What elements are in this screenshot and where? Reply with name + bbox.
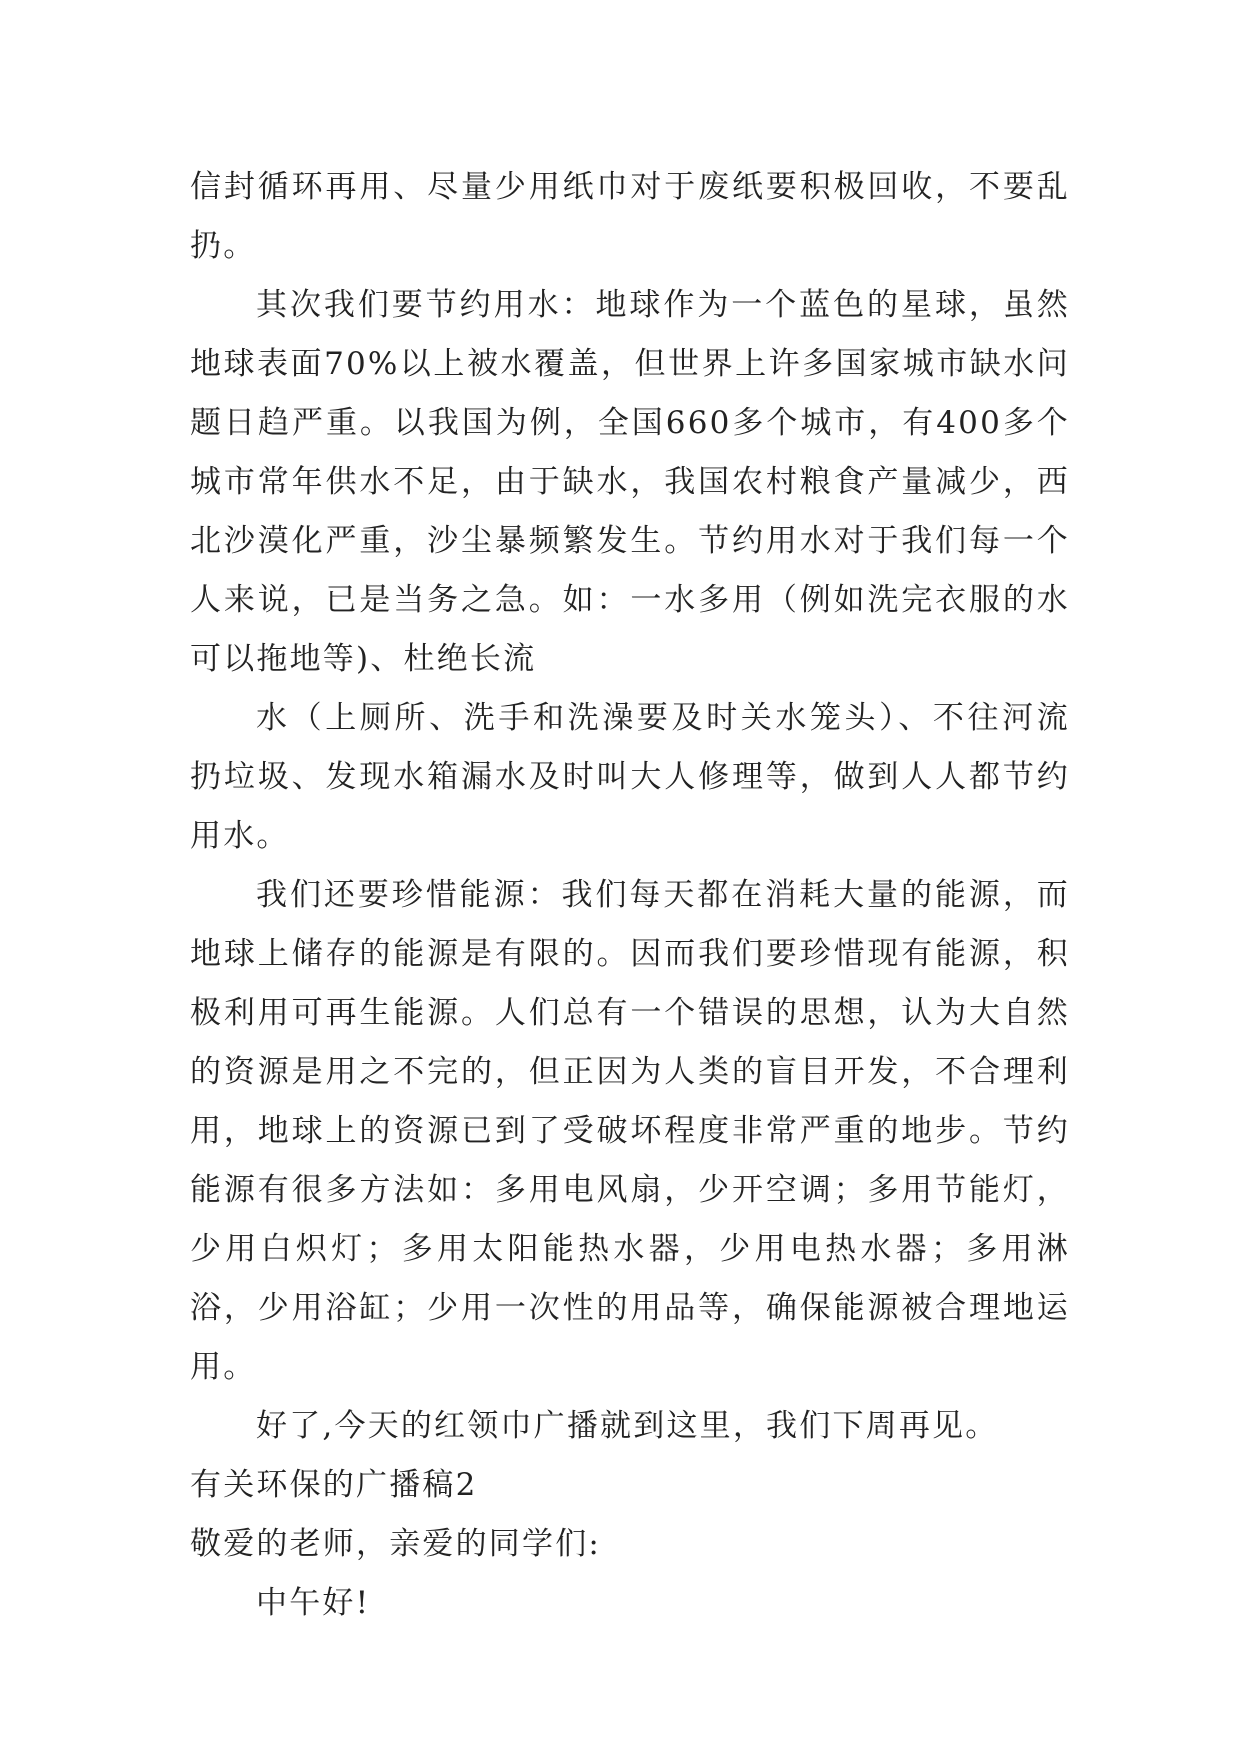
salutation: 敬爱的老师，亲爱的同学们: [190, 1526, 602, 1562]
document-body [190, 158, 1070, 1633]
paragraph-save-water-continued: 水（上厕所、洗手和洗澡要及时关水笼头）、不往河流扔垃圾、发现水箱漏水及时叫大人修理等，做到人人都节约用水。 [190, 700, 1070, 854]
paragraph-recycling-end: 信封循环再用、尽量少用纸巾对于废纸要积极回收，不要乱扔。 [190, 169, 1070, 264]
paragraph-save-water: 其次我们要节约用水：地球作为一个蓝色的星球，虽然地球表面70%以上被水覆盖，但世界上许多国家城市缺水问题日趋严重。以我国为例，全国660多个城市，有400多个城市常年供水不足，由于缺水，我国农村粮食产量减少，西北沙漠化严重，沙尘暴频繁发生。节约用水对于我们每一个人来说，已是当务之急。如：一水多用（例如洗完衣服的水可以拖地等)、杜绝长流 [190, 287, 1070, 677]
greeting: 中午好! [256, 1585, 371, 1621]
section-title: 有关环保的广播稿2 [190, 1467, 478, 1503]
paragraph-closing: 好了,今天的红领巾广播就到这里，我们下周再见。 [256, 1408, 999, 1444]
paragraph-save-energy: 我们还要珍惜能源：我们每天都在消耗大量的能源，而地球上储存的能源是有限的。因而我们要珍惜现有能源，积极利用可再生能源。人们总有一个错误的思想，认为大自然的资源是用之不完的，但正因为人类的盲目开发，不合理利用，地球上的资源已到了受破坏程度非常严重的地步。节约能源有很多方法如：多用电风扇，少开空调；多用节能灯，少用白炽灯；多用太阳能热水器，少用电热水器；多用淋浴，少用浴缸；少用一次性的用品等，确保能源被合理地运用。 [190, 877, 1070, 1385]
